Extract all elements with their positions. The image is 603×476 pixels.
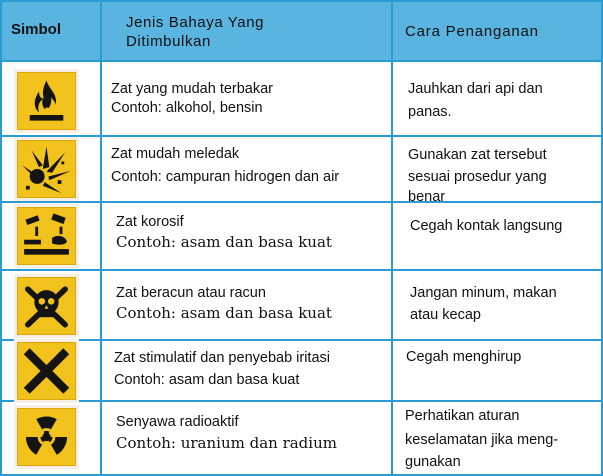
flame-icon xyxy=(17,72,76,130)
hazard-text: Senyawa radioaktif xyxy=(116,414,239,430)
example-text: Contoh: campuran hidrogen dan air xyxy=(111,169,340,185)
x-cross-icon xyxy=(17,342,76,400)
radioactive-icon xyxy=(17,408,76,466)
header-hazard-line1: Jenis Bahaya Yang xyxy=(126,14,265,31)
handling-text: Cegah kontak langsung xyxy=(410,218,563,234)
example-text: Contoh: alkohol, bensin xyxy=(111,100,263,116)
grid-line xyxy=(0,269,603,271)
corrosive-icon xyxy=(17,207,76,265)
example-text: Contoh: asam dan basa kuat xyxy=(114,372,300,388)
grid-line xyxy=(0,135,603,137)
handling-text: benar xyxy=(408,189,446,205)
header-symbol: Simbol xyxy=(11,21,62,38)
handling-text: keselamatan jika meng- xyxy=(405,432,559,448)
grid-line xyxy=(0,0,603,2)
grid-line xyxy=(391,0,393,476)
header-handling: Cara Penanganan xyxy=(405,23,539,40)
handling-text: Jauhkan dari api dan xyxy=(408,81,543,97)
hazard-text: Zat yang mudah terbakar xyxy=(111,81,274,97)
hazard-text: Zat korosif xyxy=(116,214,184,230)
handling-text: Cegah menghirup xyxy=(406,349,522,365)
grid-line xyxy=(0,400,603,402)
grid-line xyxy=(0,201,603,203)
hazard-text: Zat stimulatif dan penyebab iritasi xyxy=(114,350,330,366)
explosion-icon xyxy=(17,140,76,198)
grid-line xyxy=(0,339,603,341)
handling-text: Perhatikan aturan xyxy=(405,408,520,424)
handling-text: Gunakan zat tersebut xyxy=(408,147,547,163)
example-text: Contoh: asam dan basa kuat xyxy=(116,233,332,251)
handling-text: gunakan xyxy=(405,454,461,470)
handling-text: panas. xyxy=(408,104,452,120)
example-text: Contoh: uranium dan radium xyxy=(116,434,337,452)
grid-line xyxy=(0,0,2,476)
hazard-text: Zat mudah meledak xyxy=(111,146,240,162)
handling-text: sesuai prosedur yang xyxy=(408,169,547,185)
hazard-text: Zat beracun atau racun xyxy=(116,285,266,301)
example-text: Contoh: asam dan basa kuat xyxy=(116,304,332,322)
handling-text: atau kecap xyxy=(410,307,481,323)
grid-line xyxy=(0,60,603,62)
skull-crossbones-icon xyxy=(17,277,76,335)
header-hazard-line2: Ditimbulkan xyxy=(126,33,211,50)
grid-line xyxy=(100,0,102,476)
handling-text: Jangan minum, makan xyxy=(410,285,557,301)
